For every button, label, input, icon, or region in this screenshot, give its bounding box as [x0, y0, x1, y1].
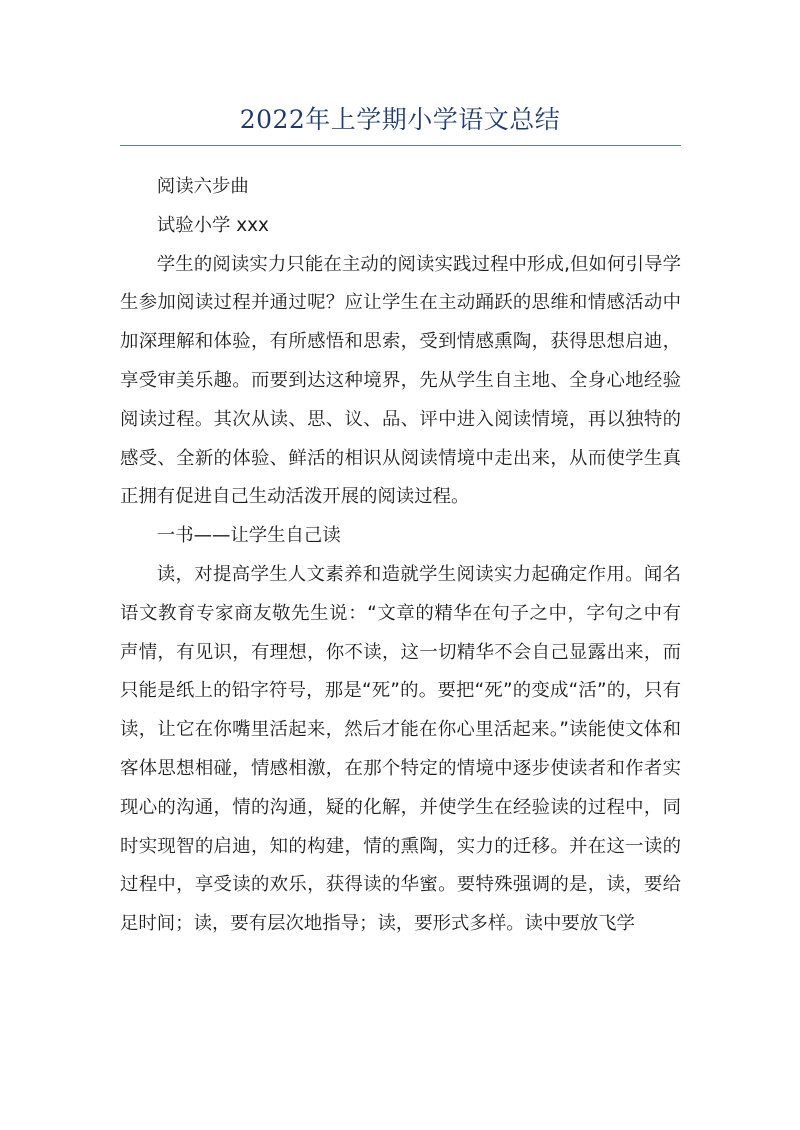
section-heading: 阅读六步曲	[156, 176, 249, 197]
subsection-heading: 一书——让学生自己读	[156, 525, 341, 547]
document-title: 2022年上学期小学语文总结	[239, 105, 561, 134]
title-divider	[120, 145, 681, 146]
body-paragraph: 学生的阅读实力只能在主动的阅读实践过程中形成,但如何引导学生参加阅读过程并通过呢？应让学生在主动踊跃的思维和情感活动中加深理解和体验，有所感悟和思索，受到情感熏陶，获得思想启迪，享受审美乐趣。而要到达这种境界，先从学生自主地、全身心地经验阅读过程。其次从读、思、议、品、评中进入阅读情境，再以独特的感受、全新的体验、鲜活的相识从阅读情境中走出来，从而使学生真正拥有促进自己生动活泼开展的阅读过程。	[120, 253, 681, 508]
document-body	[120, 168, 681, 944]
body-paragraph: 读，对提高学生人文素养和造就学生阅读实力起确定作用。闻名语文教育专家商友敬先生说：“文章的精华在句子之中，字句之中有声情，有见识，有理想，你不读，这一切精华不会自己显露出来，而只能是纸上的铅字符号，那是“死”的。要把“死”的变成“活”的，只有读，让它在你嘴里活起来，然后才能在你心里活起来。”读能使文体和客体思想相碰，情感相激，在那个特定的情境中逐步使读者和作者实现心的沟通，情的沟通，疑的化解，并使学生在经验读的过程中，同时实现智的启迪，知的构建，情的熏陶，实力的迁移。并在这一读的过程中，享受读的欢乐，获得读的华蜜。要特殊强调的是，读，要给足时间；读，要有层次地指导；读，要形式多样。读中要放飞学	[120, 563, 681, 935]
author-line: 试验小学 xxx	[156, 214, 269, 236]
